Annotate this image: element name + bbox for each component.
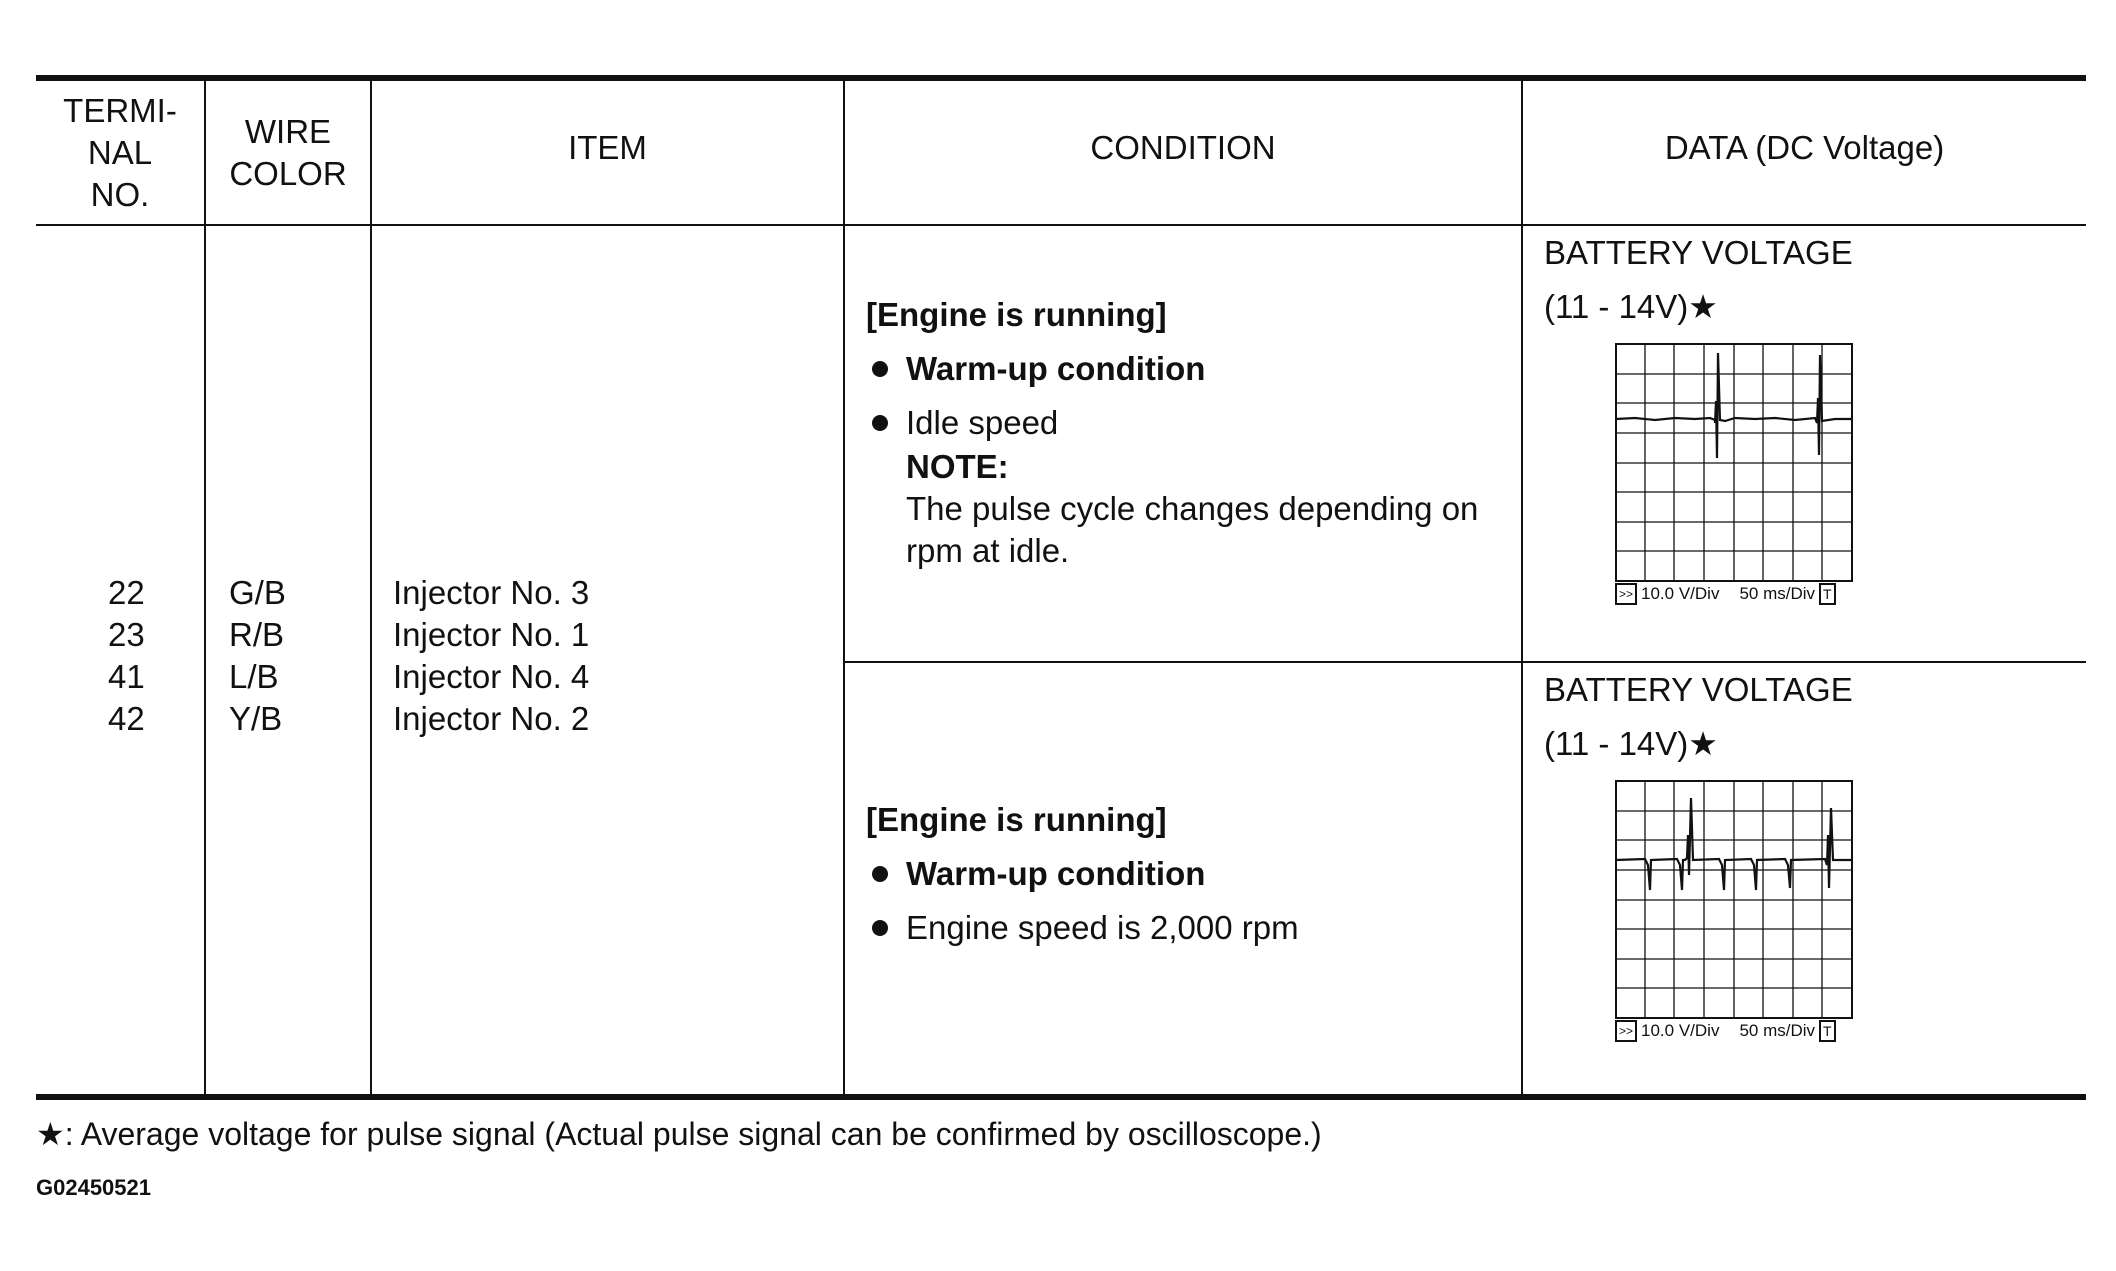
scope-volt-div: 10.0 V/Div (1641, 1021, 1720, 1040)
oscilloscope-scale (1615, 1020, 1855, 1042)
bullet-dot (872, 866, 888, 882)
footnote: ★: Average voltage for pulse signal (Actual pulse signal can be confirmed by oscilloscope.) (36, 1116, 1322, 1152)
header-condition (845, 80, 1521, 216)
header-terminal-line: NAL (87, 134, 153, 171)
header-data-label: DATA (DC Voltage) (1664, 129, 1945, 166)
terminal-no: 22 (108, 574, 145, 611)
condition-bullet (866, 348, 1478, 390)
bullet-dot (872, 920, 888, 936)
table-bottom-rule (36, 1094, 2086, 1100)
scope-trigger-box: T (1819, 1020, 1836, 1042)
oscilloscope-grid (1615, 343, 1855, 583)
header-item (372, 80, 843, 216)
item-name: Injector No. 1 (393, 616, 590, 653)
condition-title: [Engine is running] (866, 296, 1167, 333)
item-name: Injector No. 2 (393, 700, 590, 737)
scope-trigger-box: T (1819, 583, 1836, 605)
header-terminal-no (36, 80, 204, 226)
condition-bullet (866, 853, 1299, 895)
header-wire-color (206, 80, 370, 226)
item-list (393, 572, 589, 740)
condition-bullet (866, 402, 1478, 444)
note-block (866, 446, 1478, 572)
column-divider (370, 80, 372, 1094)
bullet-dot (872, 361, 888, 377)
header-terminal-line: TERMI- (63, 92, 177, 129)
terminal-no: 42 (108, 700, 145, 737)
note-label: NOTE: (906, 448, 1009, 485)
condition-2000rpm (866, 799, 1299, 949)
data-label: BATTERY VOLTAGE (1544, 234, 1853, 271)
bullet-text: Warm-up condition (906, 350, 1206, 387)
scope-volt-div: 10.0 V/Div (1641, 584, 1720, 603)
header-wire-line: COLOR (229, 155, 347, 192)
figure-id: G02450521 (36, 1175, 151, 1200)
column-divider (843, 80, 845, 1094)
bullet-text: Engine speed is 2,000 rpm (906, 909, 1299, 946)
data-label: BATTERY VOLTAGE (1544, 671, 1853, 708)
note-line: The pulse cycle changes depending on (906, 490, 1479, 527)
data-idle (1544, 232, 1853, 328)
wire-color: Y/B (229, 700, 283, 737)
wire-color: R/B (229, 616, 285, 653)
scope-marker-box: >> (1615, 583, 1637, 605)
data-value: (11 - 14V)★ (1544, 288, 1718, 325)
header-data (1523, 80, 2086, 216)
wire-color: L/B (229, 658, 279, 695)
oscilloscope-2000rpm (1615, 780, 1855, 1042)
oscilloscope-grid (1615, 780, 1855, 1020)
scope-time-div: 50 ms/Div (1739, 584, 1816, 603)
terminal-list (60, 572, 194, 740)
scope-marker-box: >> (1615, 1020, 1637, 1042)
scope-time-div: 50 ms/Div (1739, 1021, 1816, 1040)
header-terminal-line: NO. (90, 176, 150, 213)
condition-idle (866, 294, 1478, 572)
header-item-label: ITEM (568, 129, 647, 166)
row-divider (843, 661, 2086, 663)
condition-title: [Engine is running] (866, 801, 1167, 838)
bullet-text: Idle speed (906, 404, 1059, 441)
item-name: Injector No. 3 (393, 574, 590, 611)
bullet-dot (872, 415, 888, 431)
data-value: (11 - 14V)★ (1544, 725, 1718, 762)
header-condition-label: CONDITION (1090, 129, 1276, 166)
column-divider (204, 80, 206, 1094)
terminal-no: 41 (108, 658, 145, 695)
item-name: Injector No. 4 (393, 658, 590, 695)
header-wire-line: WIRE (244, 113, 332, 150)
wire-color: G/B (229, 574, 286, 611)
condition-bullet (866, 907, 1299, 949)
wire-color-list (229, 572, 286, 740)
oscilloscope-scale (1615, 583, 1855, 605)
data-2000rpm (1544, 669, 1853, 765)
note-line: rpm at idle. (906, 532, 1070, 569)
terminal-no: 23 (108, 616, 145, 653)
bullet-text: Warm-up condition (906, 855, 1206, 892)
column-divider (1521, 80, 1523, 1094)
oscilloscope-idle (1615, 343, 1855, 605)
